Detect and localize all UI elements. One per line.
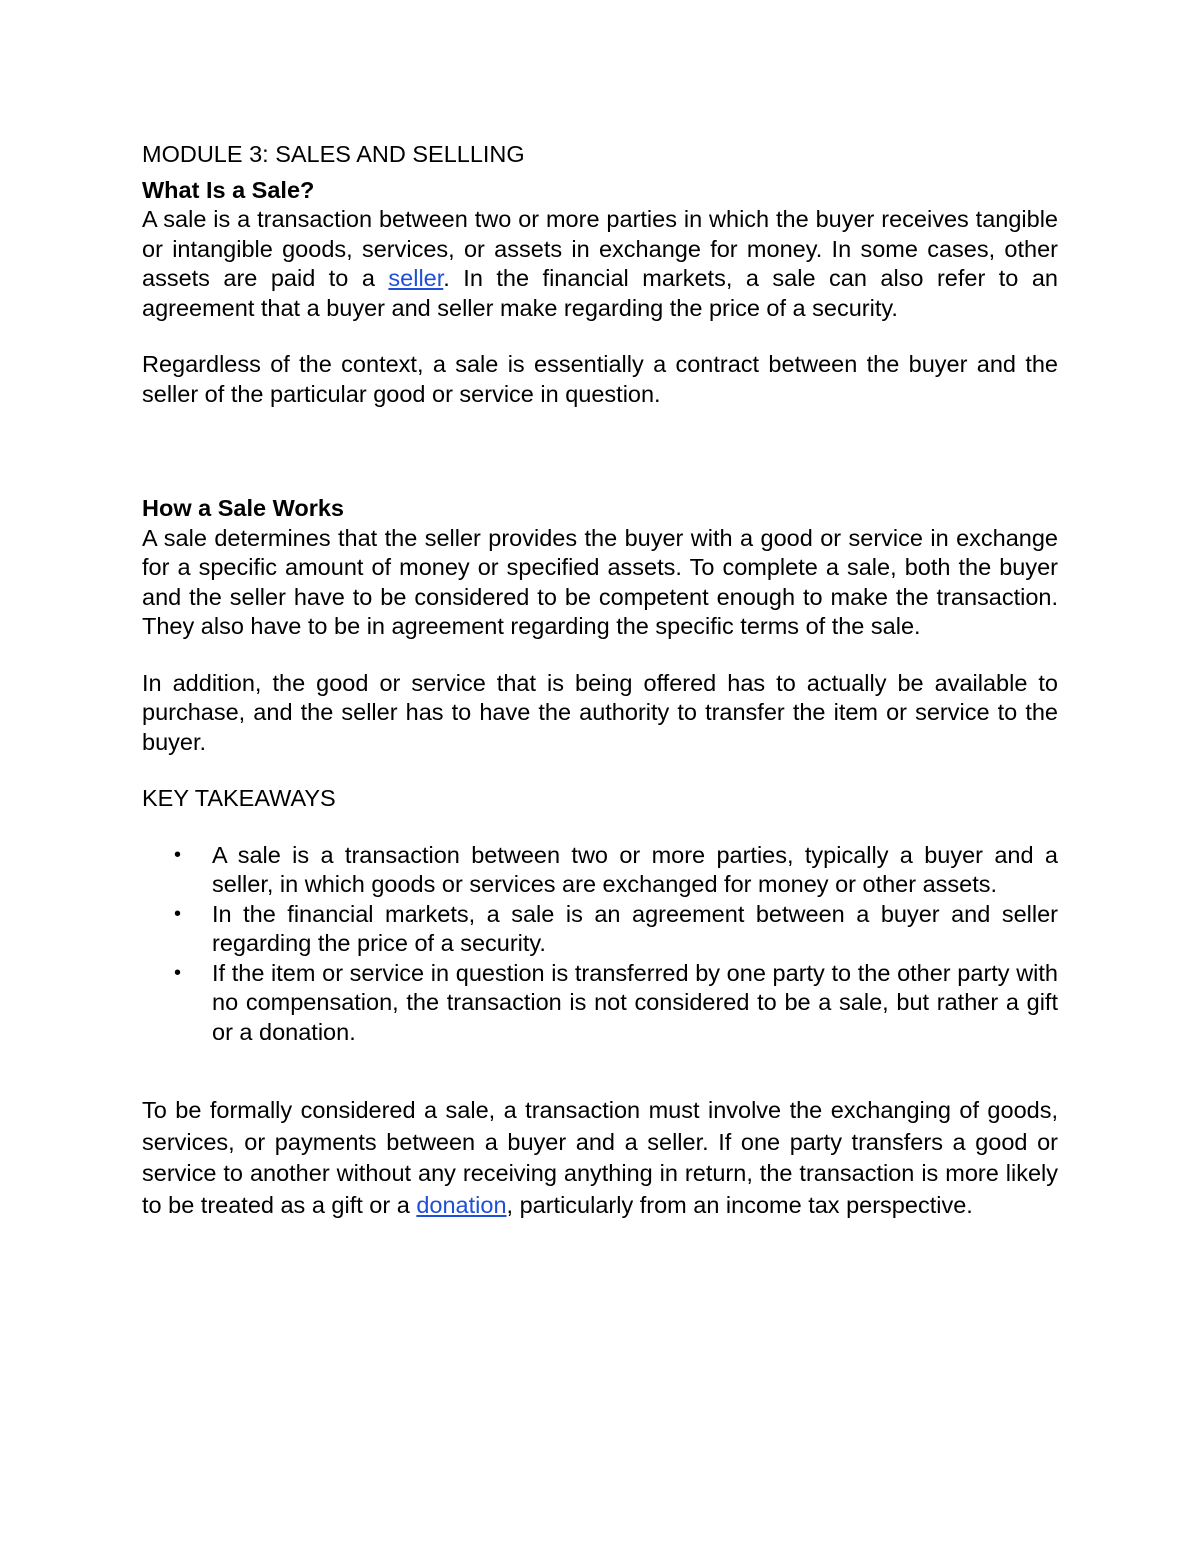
takeaway-text: If the item or service in question is transferred by one party to the other party with no compensation, the transaction is not considered to be a sale, but rather a gift or a donation. [212, 959, 1058, 1045]
bullet-icon: • [174, 902, 182, 925]
document-page [142, 140, 1058, 1221]
bullet-icon: • [174, 961, 182, 984]
donation-link[interactable]: donation [416, 1191, 507, 1218]
paragraph-sale-availability: In addition, the good or service that is being offered has to actually be available to purchase, and the seller has to have the authority to transfer the item or service to the buyer. [142, 669, 1058, 755]
takeaway-item [174, 900, 1058, 959]
takeaway-text: A sale is a transaction between two or more parties, typically a buyer and a seller, in which goods or services are exchanged for money or other assets. [212, 841, 1058, 897]
paragraph-formal-sale-text-2: , particularly from an income tax perspective. [506, 1191, 973, 1218]
seller-link[interactable]: seller [388, 265, 444, 291]
bullet-icon: • [174, 843, 182, 866]
heading-what-is-a-sale: What Is a Sale? [142, 176, 315, 203]
paragraph-sale-works: A sale determines that the seller provides the buyer with a good or service in exchange for a specific amount of money or specified assets. To complete a sale, both the buyer and the seller have to be considered to be competent enough to make the transaction. They also have to be in agreement regarding the specific terms of the sale. [142, 524, 1058, 639]
paragraph-sale-definition-text-2: . In the financial markets, a sale can also refer to an agreement that a buyer and seller make regarding the price of a security. [142, 265, 1058, 321]
paragraph-formal-sale [142, 1095, 1058, 1221]
paragraph-formal-sale-text-1: To be formally considered a sale, a transaction must involve the exchanging of goods, services, or payments between a buyer and a seller. If one party transfers a good or service to another without any receiving anything in return, the transaction is more likely to be treated as a gift or a [142, 1097, 1058, 1218]
paragraph-sale-context: Regardless of the context, a sale is essentially a contract between the buyer and the seller of the particular good or service in question. [142, 351, 1058, 407]
takeaway-item [174, 959, 1058, 1048]
paragraph-sale-definition-text-1: A sale is a transaction between two or more parties in which the buyer receives tangible or intangible goods, services, or assets in exchange for money. In some cases, other assets are paid to a [142, 206, 1058, 291]
module-title: MODULE 3: SALES AND SELLLING [142, 141, 525, 167]
key-takeaways-heading: KEY TAKEAWAYS [142, 785, 336, 811]
paragraph-sale-definition [142, 205, 1058, 323]
takeaway-item [174, 841, 1058, 900]
heading-how-a-sale-works: How a Sale Works [142, 495, 344, 521]
key-takeaways-list [142, 841, 1058, 1048]
takeaway-text: In the financial markets, a sale is an agreement between a buyer and seller regarding the price of a security. [212, 900, 1058, 956]
